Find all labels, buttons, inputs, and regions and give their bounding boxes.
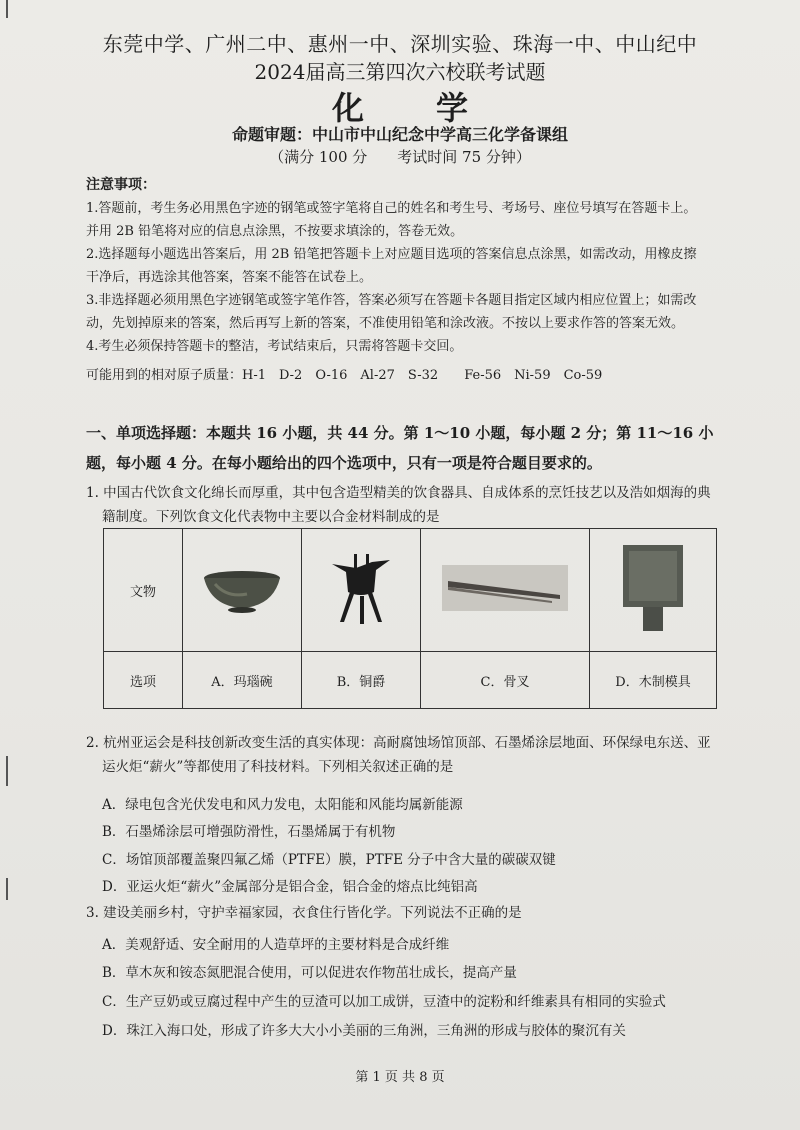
note-line: 干净后，再选涂其他答案，答案不能答在试卷上。: [86, 270, 373, 285]
artifact-table: [103, 528, 717, 709]
artifact-image-row: [104, 529, 717, 652]
question-3: [86, 901, 756, 925]
scan-edge-mark: [6, 0, 8, 18]
option-b: B．铜爵: [302, 652, 421, 709]
question-3-stem: 3. 建设美丽乡村，守护幸福家园，衣食住行皆化学。下列说法不正确的是: [86, 905, 522, 921]
artifact-image-a: [183, 529, 302, 652]
question-3-option-b: B．草木灰和铵态氮肥混合使用，可以促进农作物茁壮成长，提高产量: [102, 965, 517, 981]
option-c: C．骨叉: [421, 652, 590, 709]
setter-line: 命题审题：中山市中山纪念中学高三化学备课组: [231, 125, 568, 144]
question-3-option-a: A．美观舒适、安全耐用的人造草坪的主要材料是合成纤维: [102, 937, 450, 953]
artifact-image-d: [590, 529, 717, 652]
atomic-mass-line: 可能用到的相对原子质量：H-1 D-2 O-16 Al-27 S-32 Fe-56 Ni-59 Co-59: [86, 368, 603, 383]
wooden-mold-image: [621, 543, 685, 633]
notes-section: [86, 174, 766, 387]
note-line: 3.非选择题必须用黑色字迹钢笔或签字笔作答，答案必须写在答题卡各题目指定区域内相应位置上；如需改: [86, 293, 697, 308]
row-label-option: 选项: [104, 652, 183, 709]
note-line: 2.选择题每小题选出答案后，用 2B 铅笔把答题卡上对应题目选项的答案信息点涂黑，如需改动，用橡皮擦: [86, 247, 697, 262]
question-1: [86, 481, 756, 529]
section-heading-line1: 一、单项选择题：本题共 16 小题，共 44 分。第 1～10 小题，每小题 2 分；第 11～16 小: [86, 424, 714, 442]
note-line: 并用 2B 铅笔将对应的信息点涂黑，不按要求填涂的，答卷无效。: [86, 224, 464, 239]
bronze-jue-image: [326, 548, 396, 628]
note-line: 动，先划掉原来的答案，然后再写上新的答案，不准使用铅笔和涂改液。不按以上要求作答的答案无效。: [86, 316, 685, 331]
question-2-stem: 2. 杭州亚运会是科技创新改变生活的真实体现：高耐腐蚀场馆顶部、石墨烯涂层地面、环保绿电东送、亚: [86, 735, 711, 751]
question-2-option-c: C．场馆顶部覆盖聚四氟乙烯（PTFE）膜，PTFE 分子中含大量的碳碳双键: [102, 852, 556, 868]
option-a: A．玛瑙碗: [183, 652, 302, 709]
subject-title: 化 学: [331, 89, 488, 127]
note-line: 4.考生必须保持答题卡的整洁，考试结束后，只需将答题卡交回。: [86, 339, 463, 354]
question-3-option-c: C．生产豆奶或豆腐过程中产生的豆渣可以加工成饼，豆渣中的淀粉和纤维素具有相同的实验式: [102, 994, 666, 1010]
bone-fork-image: [442, 565, 568, 611]
schools-title: 东莞中学、广州二中、惠州一中、深圳实验、珠海一中、中山纪中: [102, 32, 698, 56]
artifact-option-row: [104, 652, 717, 709]
question-1-stem: 1. 中国古代饮食文化绵长而厚重，其中包含造型精美的饮食器具、自成体系的烹饪技艺以及浩如烟海的典: [86, 485, 711, 501]
agate-bowl-image: [197, 558, 287, 618]
question-2-option-a: A．绿电包含光伏发电和风力发电，太阳能和风能均属新能源: [102, 797, 463, 813]
exam-info: （满分 100 分 考试时间 75 分钟）: [269, 148, 531, 166]
notes-title: 注意事项：: [86, 177, 156, 193]
artifact-image-c: [421, 529, 590, 652]
artifact-image-b: [302, 529, 421, 652]
question-2-option-d: D．亚运火炬“薪火”金属部分是铝合金，铝合金的熔点比纯铝高: [102, 879, 478, 895]
note-line: 1.答题前，考生务必用黑色字迹的钢笔或签字笔将自己的姓名和考生号、考场号、座位号填写在答题卡上。: [86, 201, 697, 216]
option-d: D．木制模具: [590, 652, 717, 709]
question-1-stem-cont: 籍制度。下列饮食文化代表物中主要以合金材料制成的是: [102, 509, 440, 525]
exam-title: 2024届高三第四次六校联考试题: [254, 60, 546, 84]
scan-edge-mark: [6, 756, 8, 786]
scan-edge-mark: [6, 878, 8, 900]
question-3-option-d: D．珠江入海口处，形成了许多大大小小美丽的三角洲，三角洲的形成与胶体的聚沉有关: [102, 1023, 626, 1039]
question-2: [86, 731, 756, 779]
question-2-option-b: B．石墨烯涂层可增强防滑性，石墨烯属于有机物: [102, 824, 396, 840]
page-footer: 第 1 页 共 8 页: [355, 1070, 445, 1085]
question-2-stem-cont: 运火炬“薪火”等都使用了科技材料。下列相关叙述正确的是: [102, 759, 454, 775]
row-label-artifact: 文物: [104, 529, 183, 652]
section-heading-line2: 题，每小题 4 分。在每小题给出的四个选项中，只有一项是符合题目要求的。: [86, 454, 602, 472]
